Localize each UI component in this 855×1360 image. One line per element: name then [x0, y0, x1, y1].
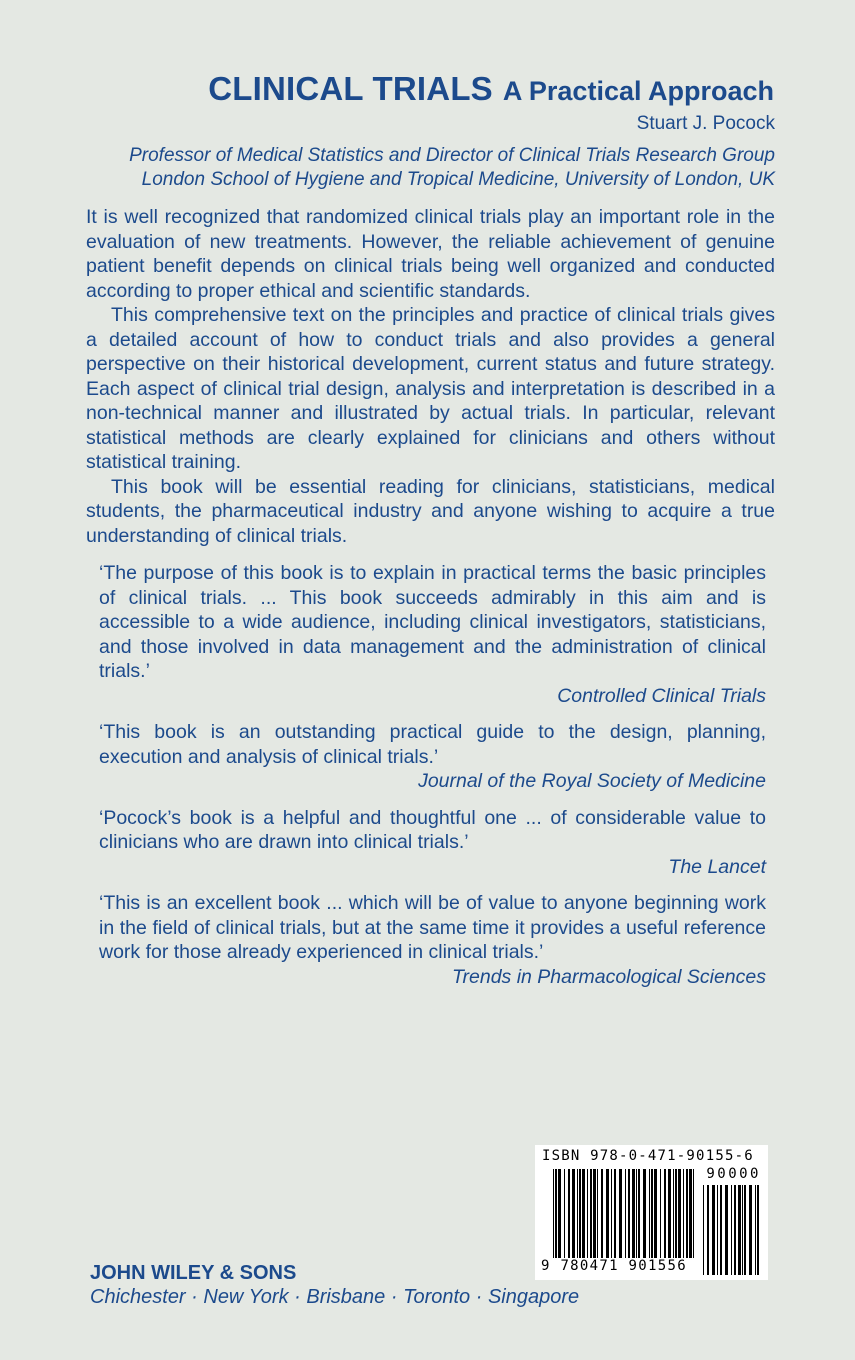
title-subtitle: A Practical Approach [502, 76, 774, 106]
affiliation-line-2: London School of Hygiene and Tropical Medicine, University of London, UK [141, 169, 775, 190]
barcode-bar [643, 1169, 646, 1258]
review-source: The Lancet [668, 855, 766, 878]
description-paragraph: This comprehensive text on the principles and practice of clinical trials gives a detailed account of how to conduct trials and also provides a general perspective on their historical development, current status and future strategy. Each aspect of clinical trial design, analysis and interpretation is described in a non-technical manner and illustrated by actual trials. In particular, relevant statistical methods are clearly explained for clinicians and others without statistical training. [86, 304, 775, 473]
publisher-cities: Chichester · New York · Brisbane · Toronto · Singapore [90, 1286, 580, 1308]
title-main: CLINICAL TRIALS [208, 70, 493, 107]
review-quote: ‘This book is an outstanding practical guide to the design, planning, execution and analysis of clinical trials.’ [99, 721, 766, 768]
barcode-bar [614, 1169, 616, 1258]
author-name: Stuart J. Pocock [636, 113, 775, 134]
barcode-bar [606, 1169, 609, 1258]
barcode-bar [601, 1169, 603, 1258]
barcode-bar [577, 1169, 578, 1258]
barcode-ean-digits: 9 780471 901556 [541, 1258, 687, 1274]
review-item [99, 720, 766, 794]
barcode-bar [611, 1169, 612, 1258]
barcode-addon-digits: 90000 [706, 1166, 761, 1182]
barcode-bar [590, 1169, 592, 1258]
barcode-bar [749, 1185, 752, 1275]
barcode-bar [712, 1185, 715, 1275]
review-quote: ‘Pocock’s book is a helpful and thoughtful one ... of considerable value to clinicians who are drawn into clinical trials.’ [99, 806, 766, 853]
barcode-bar [757, 1185, 759, 1275]
barcode-bar [725, 1185, 728, 1275]
author-affiliation [86, 144, 775, 192]
barcode-bar [582, 1169, 585, 1258]
barcode-bar [638, 1169, 640, 1258]
review-quote: ‘This is an excellent book ... which will be of value to anyone beginning work in the field of clinical trials, but at the same time it provides a useful reference work for those already experienced in clinical trials.’ [99, 892, 766, 963]
barcode-bar [568, 1169, 570, 1258]
affiliation-line-1: Professor of Medical Statistics and Director of Clinical Trials Research Group [129, 145, 775, 166]
review-source: Trends in Pharmacological Sciences [452, 965, 766, 988]
barcode-bar [636, 1169, 637, 1258]
review-item [99, 806, 766, 880]
barcode-bar [625, 1169, 626, 1258]
barcode-bar [738, 1185, 741, 1275]
barcode-bar [597, 1169, 598, 1258]
barcode-bar [673, 1169, 674, 1258]
barcode-bar [755, 1185, 756, 1275]
barcode-bar [744, 1185, 746, 1275]
isbn-label: ISBN 978-0-471-90155-6 [542, 1148, 754, 1164]
review-quotes [99, 561, 766, 1001]
barcode-bar [632, 1169, 635, 1258]
barcode-bar [593, 1169, 596, 1258]
barcode-bar [720, 1185, 722, 1275]
publisher-name: JOHN WILEY & SONS [90, 1262, 297, 1284]
book-title [86, 70, 774, 108]
barcode-bar [579, 1169, 581, 1258]
barcode-bar [654, 1169, 657, 1258]
description-paragraph: It is well recognized that randomized clinical trials play an important role in the evaluation of new treatments. However, the reliable achievement of genuine patient benefit depends on clinical trials being well organized and conducted according to proper ethical and scientific standards. [86, 206, 775, 302]
isbn-barcode [535, 1145, 768, 1280]
barcode-bar [564, 1169, 565, 1258]
barcode-bar [587, 1169, 588, 1258]
barcode-bar [742, 1185, 743, 1275]
barcode-bar [717, 1185, 718, 1275]
barcode-bar [553, 1169, 554, 1258]
barcode-bar [675, 1169, 677, 1258]
book-description [86, 205, 775, 548]
barcode-bar [689, 1169, 692, 1258]
review-item [99, 561, 766, 708]
barcode-bar [651, 1169, 653, 1258]
barcode-bar [558, 1169, 561, 1258]
barcode-bar [660, 1169, 661, 1258]
barcode-bar [683, 1169, 684, 1258]
barcode-bar [619, 1169, 622, 1258]
barcode-bar [686, 1169, 688, 1258]
description-paragraph: This book will be essential reading for clinicians, statisticians, medical students, the pharmaceutical industry and anyone wishing to acquire a true understanding of clinical trials. [86, 475, 775, 547]
barcode-bar [664, 1169, 666, 1258]
review-source: Controlled Clinical Trials [557, 684, 766, 707]
barcode-bar [703, 1185, 704, 1275]
barcode-bar [649, 1169, 650, 1258]
barcode-bar [572, 1169, 575, 1258]
review-source: Journal of the Royal Society of Medicine [418, 770, 766, 792]
barcode-bar [668, 1169, 671, 1258]
review-quote: ‘The purpose of this book is to explain in practical terms the basic principles of clinical trials. ... This book succeeds admirably in this aim and is accessible to a wide audience, including clinical investigators, statisticians, and those involved in data management and the administration of clinical trials.’ [99, 562, 766, 682]
barcode-bar [731, 1185, 732, 1275]
barcode-bar [707, 1185, 709, 1275]
review-item [99, 891, 766, 989]
barcode-bar [555, 1169, 557, 1258]
barcode-bar [678, 1169, 681, 1258]
barcode-bar [628, 1169, 630, 1258]
barcode-bar [693, 1169, 694, 1258]
barcode-bar [734, 1185, 736, 1275]
